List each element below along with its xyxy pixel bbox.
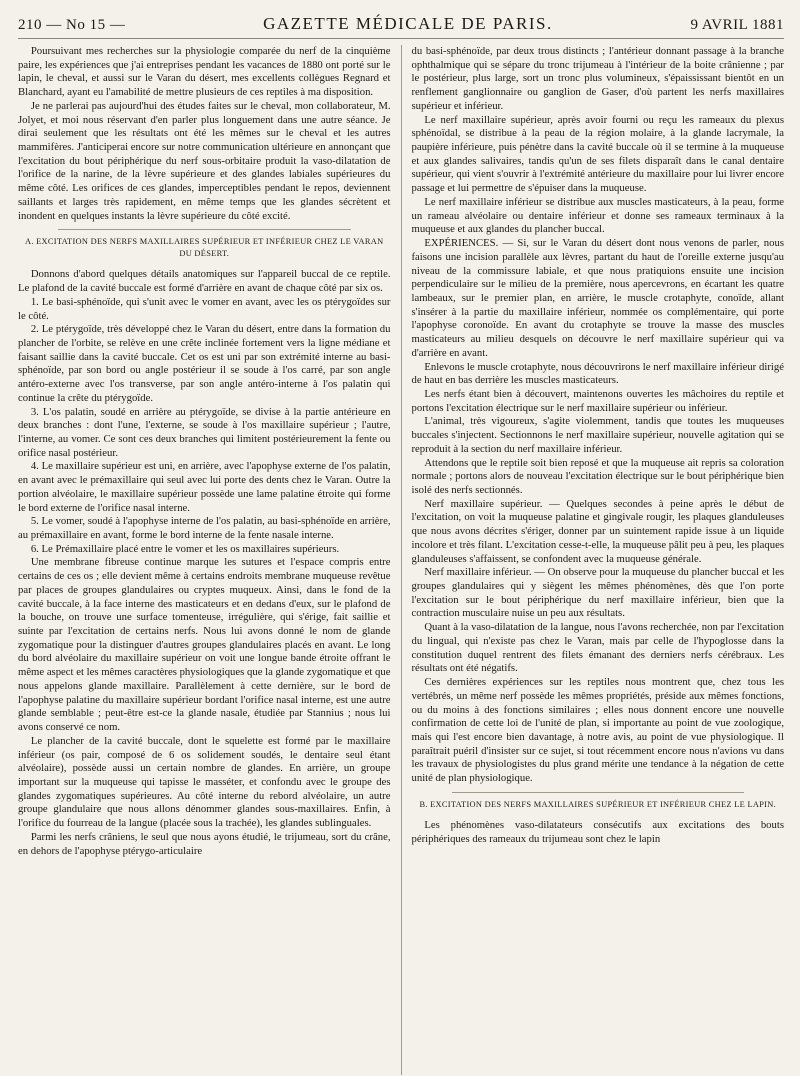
- paragraph: Enlevons le muscle crotaphyte, nous découvrirons le nerf maxillaire inférieur dirigé de haut en bas derrière les muscles masticateurs.: [411, 360, 784, 387]
- section-heading-a: A. EXCITATION DES NERFS MAXILLAIRES SUPÉRIEUR ET INFÉRIEUR CHEZ LE VARAN DU DÉSERT.: [25, 237, 384, 259]
- paragraph: Quant à la vaso-dilatation de la langue, nous l'avons recherchée, non par l'excitation du lingual, qui n'existe pas chez le Varan, mais par celle de l'hypoglosse dans la constitution duquel rentrent des filets émanant des derniers nerfs cérébraux. Les résultats ont été négatifs.: [411, 621, 784, 675]
- paragraph: Une membrane fibreuse continue marque les sutures et l'espace compris entre certains de ces os ; elle devient même à certains endroits membrane muqueuse revêtue par places de groupes glandulaires ou cryptes muqueux. Ainsi, dans le fond de la cavité buccale, à la face interne des masticateurs et en dedans d'eux, sur le plafond de la bouche, on trouve une surface tomenteuse, irrégulière, qui s'érige, fait saillie et suinte par l'excitation de certains nerfs. Nous lui avons donné le nom de glande zygomatique pour la distinguer d'autres groupes glandulaires placés en avant. Le long du bord alvéolaire du maxillaire supérieur on voit une longue bande étroite offrant le même aspect et les mêmes caractères physiologiques que la glande zygomatique et que nous appelons glande maxillaire. Parallèlement à cette dernière, sur le bord de l'apophyse palatine du maxillaire supérieur bordant l'orifice nasal interne, est une autre glande semblable ; peut-être est-ce la glande nasale, étudiée par Stannius ; nous lui avons conservé ce nom.: [18, 556, 391, 734]
- page-number: 210 — No 15 —: [18, 17, 126, 33]
- paragraph: Nerf maxillaire inférieur. — On observe pour la muqueuse du plancher buccal et les groupes glandulaires qui y siègent les mêmes phénomènes, dès que l'on porte l'excitation sur le bout périphérique du nerf maxillaire inférieur, bien que la contraction musculaire nuise un peu aux résultats.: [411, 566, 784, 620]
- paragraph: 2. Le ptérygoïde, très développé chez le Varan du désert, entre dans la formation du plancher de l'orbite, se relève en une crête inclinée fortement vers la ligne médiane et faisant saillie dans la cavité buccale. Cet os est uni par son extrémité interne au basi-sphénoïde, par son bord ou angle postérieur il se soude à l'os carré, par son angle antéro-externe avec l'os transverse, par son angle antéro-interne à l'os palatin qui continue la crête du ptérygoïde.: [18, 323, 391, 404]
- section-heading-b: B. EXCITATION DES NERFS MAXILLAIRES SUPÉRIEUR ET INFÉRIEUR CHEZ LE LAPIN.: [419, 799, 777, 809]
- paragraph: 3. L'os palatin, soudé en arrière au ptérygoïde, se divise à la partie antérieure en deux branches : dont l'une, l'externe, se soude à l'os maxillaire supérieur ; l'autre, l'interne, au vomer. Ce sont ces deux branches qui limitent postérieurement la fente ou orifice nasal postérieur.: [18, 405, 391, 459]
- divider: [58, 229, 351, 230]
- paragraph: Nerf maxillaire supérieur. — Quelques secondes à peine après le début de l'excitation, on voit la muqueuse palatine et gingivale rougir, les plaques glanduleuses que nous avons décrites s'ériger, donner par un suintement rapide issue à un liquide incolore et très filant. L'excitation cesse-t-elle, la muqueuse pâlit peu à peu, les plaques glanduleuses s'affaissent, se confondent avec la muqueuse générale.: [411, 497, 784, 565]
- paragraph: Les nerfs étant bien à découvert, maintenons ouvertes les mâchoires du reptile et portons l'excitation électrique sur le nerf maxillaire supérieur ou inférieur.: [411, 387, 784, 414]
- left-column: [18, 45, 402, 1075]
- paragraph: Les phénomènes vaso-dilatateurs consécutifs aux excitations des bouts périphériques des rameaux du trijumeau sont chez le lapin: [411, 818, 784, 845]
- paragraph: 6. Le Prémaxillaire placé entre le vomer et les os maxillaires supérieurs.: [30, 542, 340, 555]
- journal-title: GAZETTE MÉDICALE DE PARIS.: [263, 14, 553, 33]
- issue-date: 9 AVRIL 1881: [690, 17, 784, 33]
- paragraph: Attendons que le reptile soit bien reposé et que la muqueuse ait repris sa coloration normale ; portons alors de nouveau l'excitation électrique sur le bout périphérique bien isolé des nerfs sectionnés.: [411, 456, 784, 496]
- paragraph: 4. Le maxillaire supérieur est uni, en arrière, avec l'apophyse externe de l'os palatin, en avant avec le prémaxillaire qui seul avec lui porte des dents chez le Varan. Outre la portion alvéolaire, le maxillaire supérieur possède une lame palatine étroite qui forme le bord externe de l'orifice nasal interne.: [18, 460, 391, 514]
- right-column: [402, 45, 785, 1075]
- divider: [452, 792, 745, 793]
- paragraph: Donnons d'abord quelques détails anatomiques sur l'appareil buccal de ce reptile. Le plafond de la cavité buccale est formé d'arrière en avant de chaque côté par six os.: [18, 268, 391, 295]
- paragraph: du basi-sphénoïde, par deux trous distincts ; l'antérieur donnant passage à la branche ophthalmique qui se sépare du tronc trijumeau à l'intérieur de la boite crânienne ; par le postérieur, plus large, sort un tronc plus volumineux, s'épaississant bientôt en un renflement ganglionnaire ou ganglion de Gaser, d'où partent les nerfs maxillaires supérieur et inférieur.: [411, 45, 784, 112]
- text-columns: [18, 45, 784, 1075]
- paragraph: L'animal, très vigoureux, s'agite violemment, tandis que toutes les muqueuses buccales s'injectent. Sectionnons le nerf maxillaire supérieur, nouvelle agitation qui se reproduit à la section du nerf maxillaire inférieur.: [411, 415, 784, 455]
- paragraph: Le nerf maxillaire supérieur, après avoir fourni ou reçu les rameaux du plexus sphénoïdal, se distribue à la peau de la région molaire, à la glande lacrymale, la paupière inférieure, puis pénètre dans la cavité buccale où il se termine à la muqueuse et aux glandes salivaires, tandis qu'un de ses filets disparaît dans le canal dentaire supérieur, qui vient s'ouvrir à l'extrémité antérieure du maxillaire pour lui livrer encore passage et lui permettre de s'épuiser dans la muqueuse.: [411, 113, 784, 195]
- paragraph: EXPÉRIENCES. — Si, sur le Varan du désert dont nous venons de parler, nous faisons une incision parallèle aux lèvres, partant du haut de l'oreille externe jusqu'au niveau de la commissure labiale, et que nous pratiquions ensuite une incision perpendiculaire sur le milieu de la première, nous apercevrons, en écartant les quatre lambeaux, sur le premier plan, en arrière, le muscle crotaphyte, conoïde, allant s'insérer à la partie du maxillaire inférieur, nommée os complémentaire, qui porte l'apophyse coronoïde. En avant du crotaphyte se trouve la masse des muscles masticateurs au milieu desquels on découvre le nerf maxillaire supérieur qui va d'arrière en avant.: [411, 237, 784, 359]
- paragraph: Poursuivant mes recherches sur la physiologie comparée du nerf de la cinquième paire, les expériences que j'ai entreprises pendant les vacances de 1880 ont porté sur le lapin, le cheval, et aussi sur le Varan du désert, mes excellents collègues Regnard et Blanchard, ayant eu l'amabilité de mettre plusieurs de ces reptiles à ma disposition.: [18, 45, 391, 99]
- paragraph: 1. Le basi-sphénoïde, qui s'unit avec le vomer en avant, avec les os ptérygoïdes sur le côté.: [18, 295, 391, 322]
- paragraph: Ces dernières expériences sur les reptiles nous montrent que, chez tous les vertébrés, un même nerf possède les mêmes propriétés, préside aux mêmes fonctions, ou du moins à des fonctions similaires ; elles nous donnent encore une nouvelle confirmation de cette loi de l'unité de plan, si importante au point de vue zoologique, mais qui l'est encore bien davantage, à notre avis, au point de vue physiologique. Il paraîtrait puéril d'insister sur ce sujet, si tout récemment encore nous n'avions vu dans les travaux de physiologistes du plus grand mérite une tendance à la négation de cette unité de plan physiologique.: [411, 676, 784, 785]
- paragraph: Je ne parlerai pas aujourd'hui des études faites sur le cheval, mon collaborateur, M. Jolyet, et moi nous réservant d'en parler plus longuement dans une autre séance. Je dirai seulement que les résultats ont été les mêmes sur le cheval et les autres mammifères. J'anticiperai encore sur notre communication ultérieure en annonçant que l'excitation du bout périphérique du nerf sous-orbitaire produit la vaso-dilatation de l'orifice de la narine, de la lèvre supérieure et des glandes labiales supérieures du même côté. Les orifices de ces glandes, imperceptibles pendant le repos, deviennent saillants et larges très rapidement, en même temps que les glandes sécrètent et inondent en quelques instants la lèvre supérieure du côté excité.: [18, 99, 391, 222]
- paragraph: Le plancher de la cavité buccale, dont le squelette est formé par le maxillaire inférieur (os pair, composé de 6 os solidement soudés, le dentaire seul étant alvéolaire), possède aussi un certain nombre de glandes. En arrière, un groupe important sur la muqueuse qui tapisse le masséter, et confondu avec le groupe des glandes zygomatiques supérieures. Au côté interne du rebord alvéolaire, un autre groupe glandulaire que nous allons dénommer glandes sous-maxillaires. Enfin, à l'orifice du fourreau de la langue (placée sous la trachée), les glandes sublinguales.: [18, 734, 391, 830]
- paragraph: Parmi les nerfs crâniens, le seul que nous ayons étudié, le trijumeau, sort du crâne, en dehors de l'apophyse ptérygo-articulaire: [18, 830, 391, 857]
- paragraph: 5. Le vomer, soudé à l'apophyse interne de l'os palatin, au basi-sphénoïde en arrière, au prémaxillaire en avant, forme le bord interne de la fente nasale interne.: [18, 515, 391, 541]
- paragraph: Le nerf maxillaire inférieur se distribue aux muscles masticateurs, à la peau, forme un rameau alvéolaire ou dentaire inférieur et donne ses rameaux terminaux à la muqueuse et aux glandes du plancher buccal.: [411, 195, 784, 236]
- page-header: [18, 14, 784, 39]
